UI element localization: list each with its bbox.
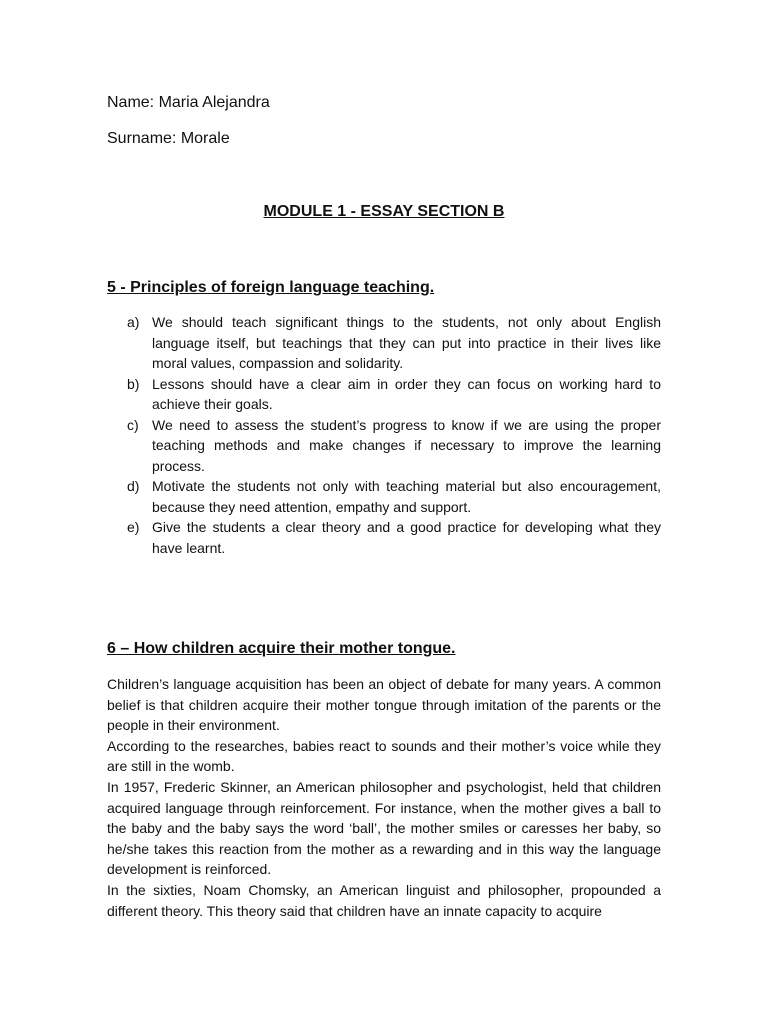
list-item [127, 374, 661, 415]
list-item [127, 415, 661, 477]
body-paragraph: In 1957, Frederic Skinner, an American philosopher and psychologist, held that children acquired language through reinforcement. For instance, when the mother gives a ball to the baby and the baby says the word ‘ball’, the mother smiles or caresses her baby, so he/she takes this reaction from the mother as a rewarding and in this way the language development is reinforced. [107, 778, 661, 878]
list-item-text: We need to assess the student’s progress to know if we are using the proper teaching methods and make changes if necessary to improve the learning process. [152, 416, 661, 474]
list-item-text: Lessons should have a clear aim in order they can focus on working hard to achieve their goals. [152, 375, 661, 412]
list-marker: a) [127, 314, 140, 330]
body-paragraph: According to the researches, babies react to sounds and their mother’s voice while they are still in the womb. [107, 737, 661, 775]
module-title: MODULE 1 - ESSAY SECTION B [263, 203, 505, 220]
list-item-text: Motivate the students not only with teaching material but also encouragement, because they need attention, empathy and support. [152, 478, 661, 515]
list-marker: b) [127, 375, 140, 392]
list-item-text: Give the students a clear theory and a good practice for developing what they have learnt. [152, 519, 661, 556]
surname-field: Surname: Morale [107, 130, 230, 147]
list-marker: d) [127, 478, 140, 494]
body-paragraph: In the sixties, Noam Chomsky, an American linguist and philosopher, propounded a different theory. This theory said that children have an innate capacity to acquire [107, 881, 661, 919]
list-item [127, 312, 661, 374]
section-5-heading: 5 - Principles of foreign language teaching. [107, 279, 435, 296]
list-item [127, 476, 661, 517]
list-item-text: We should teach significant things to the students, not only about English language itself, but teachings that they can put into practice in their lives like moral values, compassion and solidarity. [152, 314, 661, 371]
name-field: Name: Maria Alejandra [107, 94, 270, 111]
body-paragraph: Children’s language acquisition has been an object of debate for many years. A common belief is that children acquire their mother tongue through imitation of the parents or the people in their environment. [107, 676, 661, 734]
principles-list [127, 312, 661, 558]
list-item [127, 517, 661, 558]
list-marker: e) [127, 519, 140, 535]
list-marker: c) [127, 416, 139, 433]
section-6-body [107, 674, 661, 921]
section-6-heading: 6 – How children acquire their mother tongue. [107, 640, 456, 657]
